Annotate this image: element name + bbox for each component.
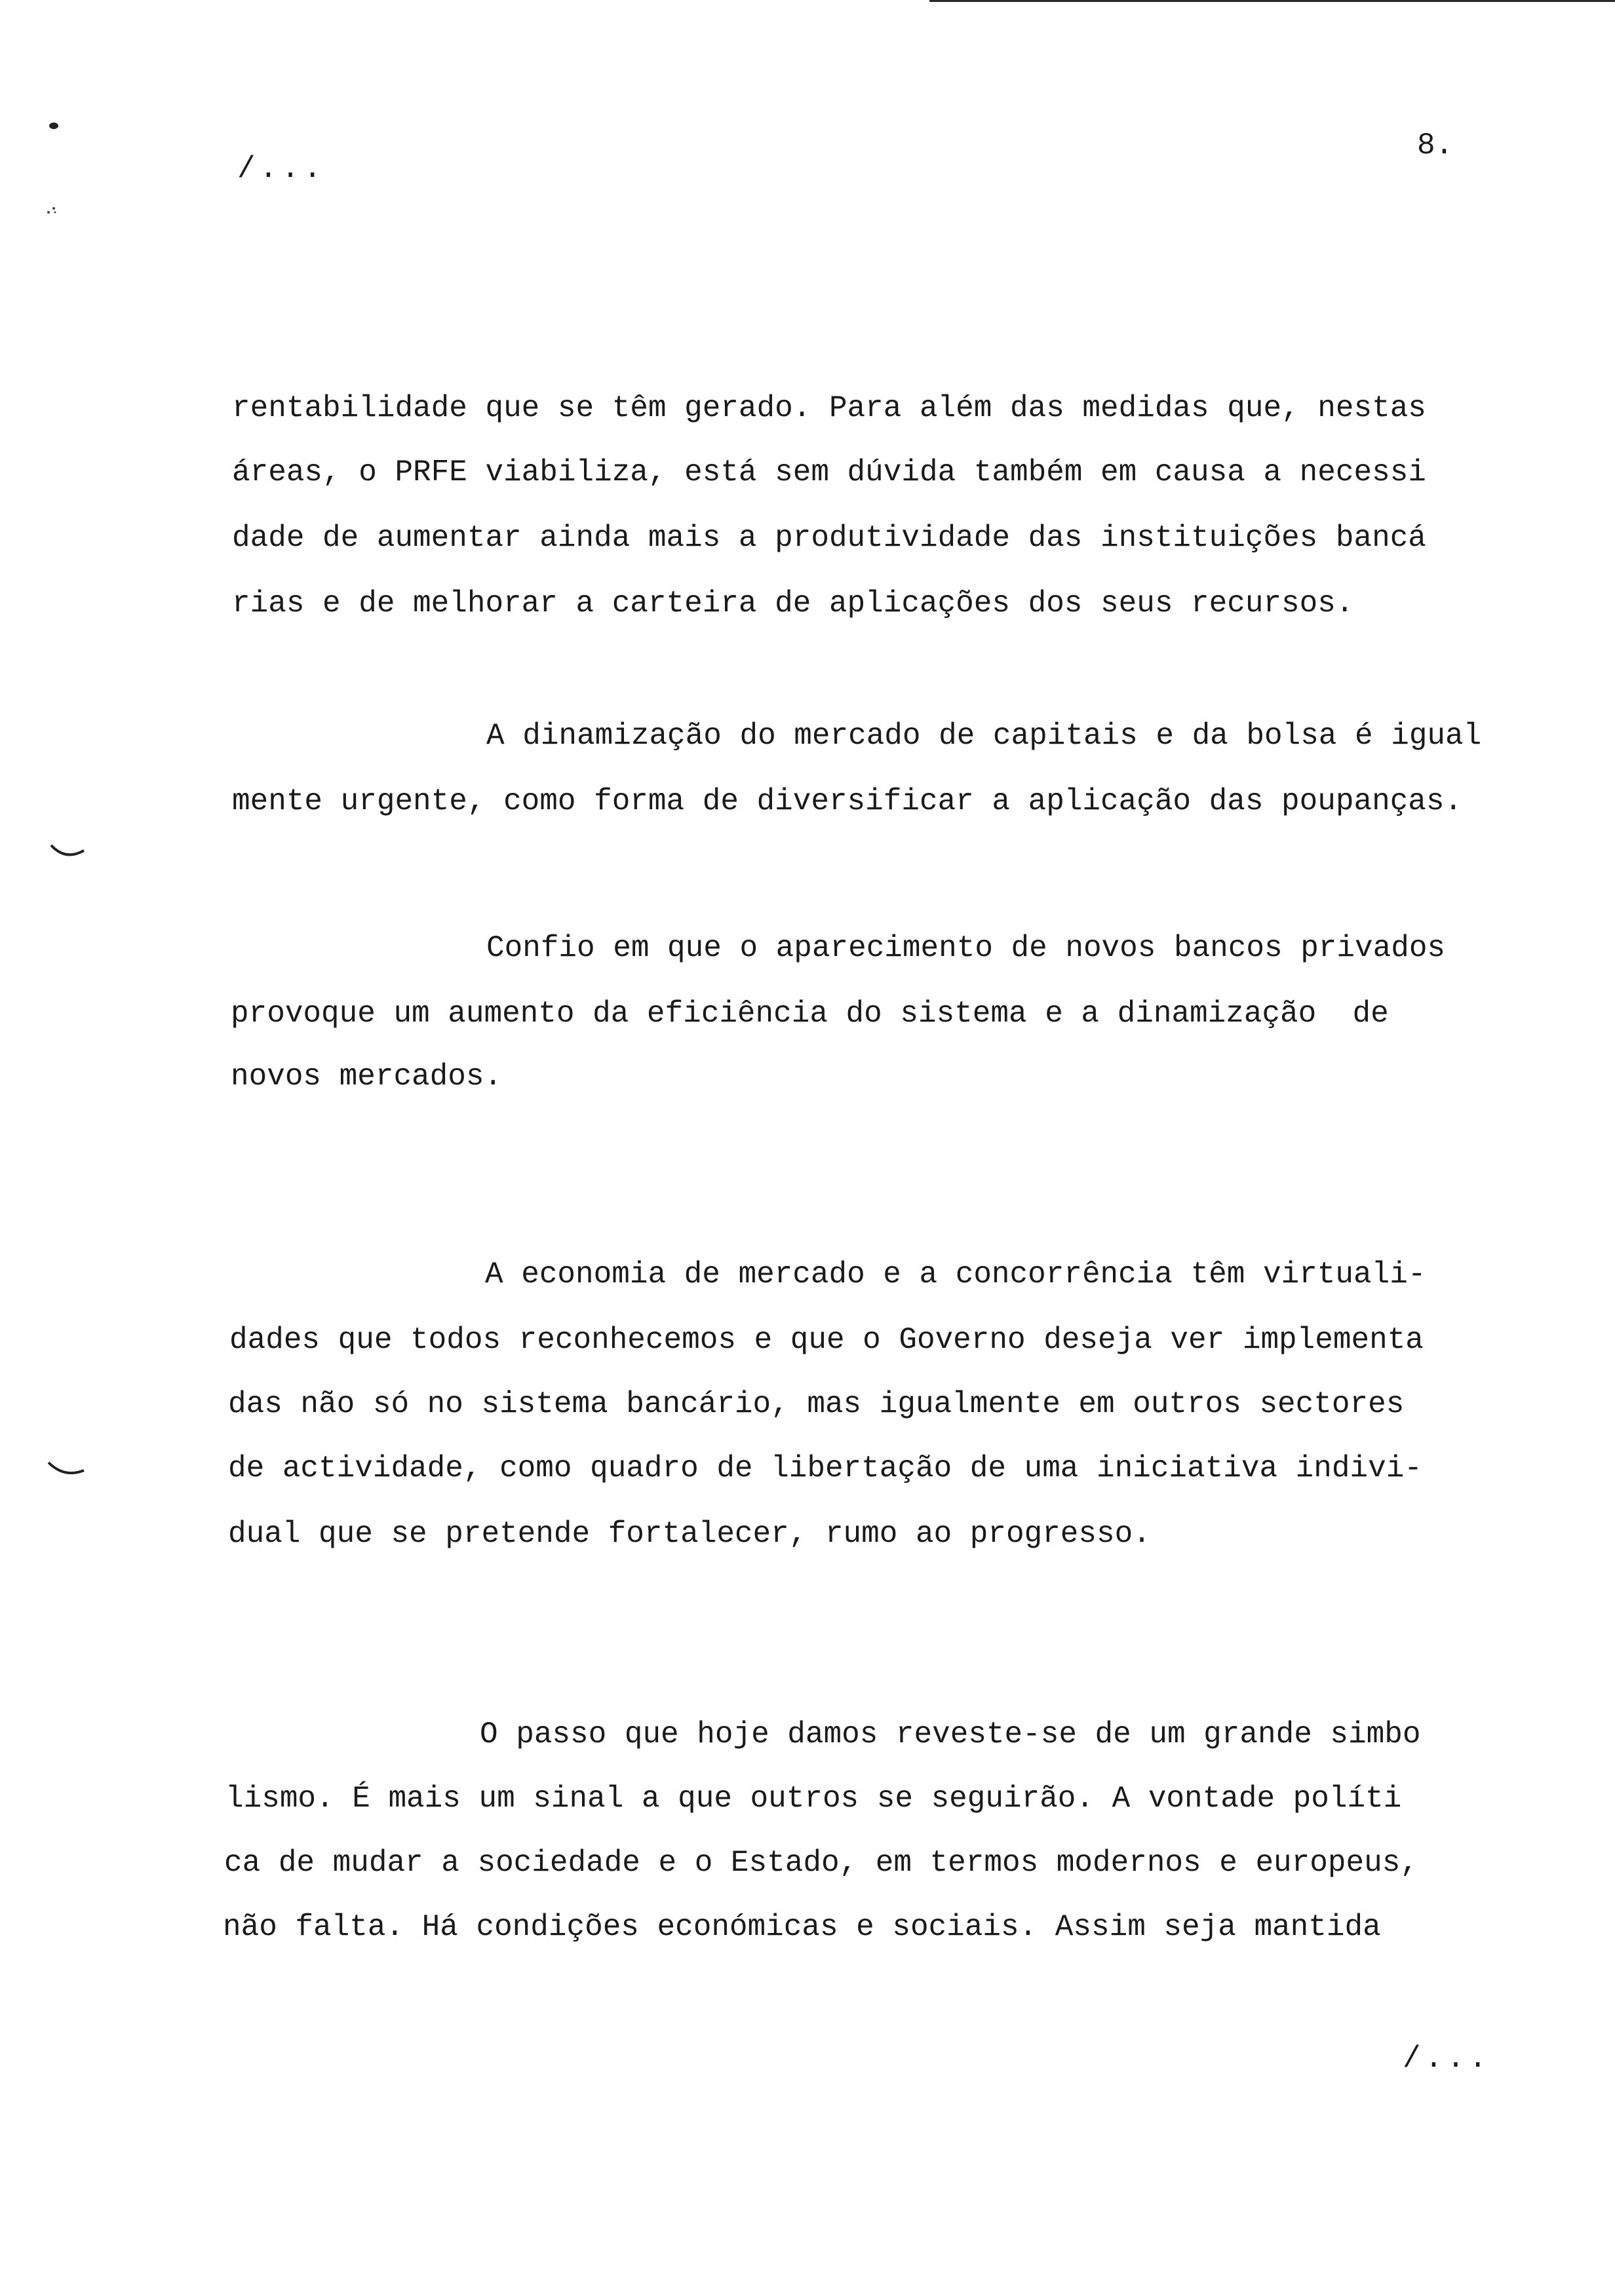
paragraph-2-line-2: mente urgente, como forma de diversificar a aplicação das poupanças. [232,784,1463,818]
paragraph-3-line-2: provoque um aumento da eficiência do sistema e a dinamização de [231,997,1389,1031]
paragraph-5-line-4: não falta. Há condições económicas e sociais. Assim seja mantida [223,1910,1381,1944]
top-edge-rule [929,0,1615,2]
paragraph-4-line-5: dual que se pretende fortalecer, rumo ao progresso. [228,1517,1151,1551]
continuation-mark-bottom: /... [1403,2042,1491,2076]
scan-artifact-dot [47,119,60,132]
paragraph-4-line-3: das não só no sistema bancário, mas igualmente em outros sectores [228,1387,1405,1421]
page-number: 8. [1417,128,1454,163]
paragraph-5-line-1: O passo que hoje damos reveste-se de um grande simbo [480,1717,1421,1751]
scan-artifact-speck [46,204,59,215]
paragraph-3-line-3: novos mercados. [231,1060,503,1094]
paragraph-1-line-4: rias e de melhorar a carteira de aplicações dos seus recursos. [232,586,1354,621]
punch-hole-arc-bottom [46,1459,88,1485]
paragraph-4-line-1: A economia de mercado e a concorrência têm virtuali- [485,1257,1426,1292]
paragraph-1-line-2: áreas, o PRFE viabiliza, está sem dúvida também em causa a necessi [232,455,1426,489]
paragraph-1-line-3: dade de aumentar ainda mais a produtividade das instituições bancá [232,521,1426,555]
punch-hole-arc-top [49,841,88,864]
continuation-mark-top: /... [237,152,326,186]
paragraph-5-line-2: lismo. É mais um sinal a que outros se seguirão. A vontade políti [225,1782,1402,1816]
paragraph-5-line-3: ca de mudar a sociedade e o Estado, em termos modernos e europeus, [224,1846,1418,1880]
paragraph-4-line-4: de actividade, como quadro de libertação de uma iniciativa indivi- [228,1451,1422,1485]
paragraph-4-line-2: dades que todos reconhecemos e que o Governo deseja ver implementa [229,1323,1424,1357]
paragraph-2-line-1: A dinamização do mercado de capitais e da bolsa é igual [486,719,1482,753]
paragraph-3-line-1: Confio em que o aparecimento de novos bancos privados [486,931,1446,965]
paragraph-1-line-1: rentabilidade que se têm gerado. Para além das medidas que, nestas [232,391,1426,425]
